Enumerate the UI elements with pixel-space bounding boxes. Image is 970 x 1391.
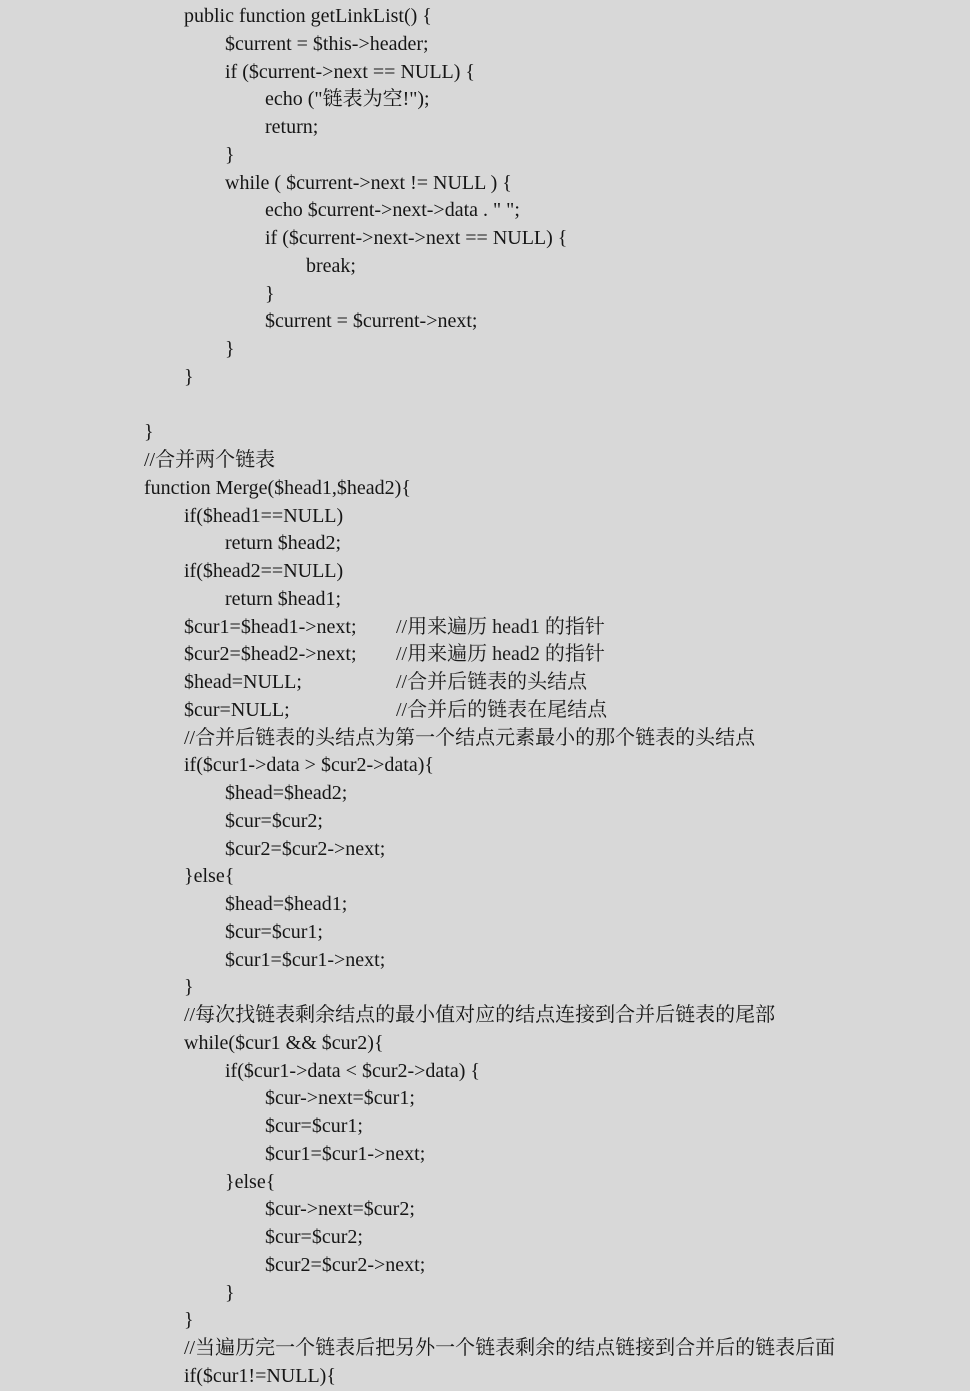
code-line: [0, 1141, 970, 1169]
code-line: [0, 586, 970, 614]
code-text: return $head2;: [225, 532, 342, 555]
code-text: echo ("链表为空!");: [265, 88, 430, 111]
code-text: if($head2==NULL): [184, 560, 344, 582]
code-line: [0, 503, 970, 531]
code-text: if($cur1!=NULL){: [184, 1364, 336, 1387]
code-listing: [0, 3, 970, 1391]
code-text: $current = $this->header;: [225, 32, 429, 55]
code-text: $cur=NULL;: [184, 698, 290, 721]
code-line: [0, 530, 970, 558]
code-line: [0, 1113, 970, 1141]
code-text: while ( $current->next != NULL ) {: [225, 171, 512, 194]
code-line: [0, 114, 970, 142]
code-line: [0, 59, 970, 87]
code-text: return $head1;: [225, 587, 342, 610]
code-line: [0, 947, 970, 975]
code-line: [0, 142, 970, 170]
code-line: [0, 836, 970, 864]
code-line: [0, 225, 970, 253]
code-line: [0, 475, 970, 503]
code-line: [0, 1196, 970, 1224]
code-line: [0, 780, 970, 808]
code-text: }: [265, 282, 275, 305]
code-text: $head=$head1;: [225, 893, 348, 915]
code-text: $cur1=$cur1->next;: [225, 948, 386, 971]
code-line: [0, 364, 970, 392]
code-text: $cur->next=$cur2;: [265, 1198, 415, 1221]
code-text: $cur1=$cur1->next;: [265, 1142, 426, 1165]
code-line: [0, 752, 970, 780]
code-line: [0, 614, 970, 642]
code-text: if($head1==NULL): [184, 504, 344, 527]
code-line: [0, 697, 970, 725]
code-text: }: [225, 338, 235, 360]
code-line: [0, 863, 970, 891]
code-text: public function getLinkList() {: [184, 5, 432, 27]
code-text: if ($current->next->next == NULL) {: [265, 227, 568, 249]
code-text: $cur2=$cur2->next;: [265, 1253, 426, 1276]
code-text: }: [184, 1309, 194, 1332]
code-line: [0, 558, 970, 586]
code-comment: //合并后链表的头结点: [396, 671, 588, 693]
code-text: $cur->next=$cur1;: [265, 1087, 415, 1110]
code-line: [0, 1307, 970, 1335]
code-line: [0, 1085, 970, 1113]
code-line: [0, 31, 970, 59]
code-text: $cur2=$head2->next;: [184, 643, 357, 666]
code-comment: //用来遍历 head2 的指针: [396, 643, 605, 666]
code-text: $current = $current->next;: [265, 310, 478, 333]
code-line: [0, 974, 970, 1002]
code-line: [0, 1058, 970, 1086]
code-text: break;: [306, 254, 356, 277]
code-line: [0, 891, 970, 919]
code-text: //合并两个链表: [144, 449, 276, 471]
code-text: $cur=$cur2;: [265, 1226, 363, 1248]
code-text: //当遍历完一个链表后把另外一个链表剩余的结点链接到合并后的链表后面: [184, 1337, 836, 1359]
code-text: }: [184, 365, 194, 388]
code-line: [0, 392, 970, 420]
code-line: [0, 1363, 970, 1391]
code-line: [0, 1280, 970, 1308]
code-line: [0, 447, 970, 475]
code-line: [0, 1335, 970, 1363]
code-text: }: [144, 421, 154, 444]
code-line: [0, 336, 970, 364]
code-text: //每次找链表剩余结点的最小值对应的结点连接到合并后链表的尾部: [184, 1004, 776, 1026]
code-line: [0, 1224, 970, 1252]
code-text: }: [225, 1281, 235, 1304]
code-text: echo $current->next->data . " ";: [265, 199, 520, 222]
code-text: $head=$head2;: [225, 782, 348, 804]
code-line: [0, 197, 970, 225]
code-line: [0, 3, 970, 31]
code-text: $head=NULL;: [184, 671, 302, 693]
code-text: while($cur1 && $cur2){: [184, 1031, 384, 1054]
code-text: //合并后链表的头结点为第一个结点元素最小的那个链表的头结点: [184, 726, 756, 749]
code-line: [0, 725, 970, 753]
code-text: $cur=$cur2;: [225, 809, 323, 832]
code-line: [0, 919, 970, 947]
code-text: $cur=$cur1;: [225, 920, 323, 943]
code-line: [0, 419, 970, 447]
code-comment: //用来遍历 head1 的指针: [396, 615, 605, 638]
code-text: if($cur1->data < $cur2->data) {: [225, 1059, 480, 1082]
code-text: $cur2=$cur2->next;: [225, 837, 386, 860]
code-line: [0, 1002, 970, 1030]
code-line: [0, 1169, 970, 1197]
code-line: [0, 281, 970, 309]
code-line: [0, 253, 970, 281]
code-text: }else{: [225, 1170, 276, 1193]
code-text: $cur1=$head1->next;: [184, 615, 357, 638]
code-text: }: [184, 976, 194, 999]
code-line: [0, 669, 970, 697]
code-text: }else{: [184, 865, 235, 888]
code-text: $cur=$cur1;: [265, 1115, 363, 1137]
code-text: if ($current->next == NULL) {: [225, 60, 476, 83]
code-text: function Merge($head1,$head2){: [144, 476, 411, 499]
code-text: if($cur1->data > $cur2->data){: [184, 754, 434, 777]
code-line: [0, 641, 970, 669]
code-line: [0, 308, 970, 336]
code-line: [0, 86, 970, 114]
code-line: [0, 808, 970, 836]
code-line: [0, 1030, 970, 1058]
code-comment: //合并后的链表在尾结点: [396, 698, 608, 721]
code-text: }: [225, 143, 235, 166]
code-text: return;: [265, 116, 319, 138]
code-line: [0, 170, 970, 198]
code-line: [0, 1252, 970, 1280]
